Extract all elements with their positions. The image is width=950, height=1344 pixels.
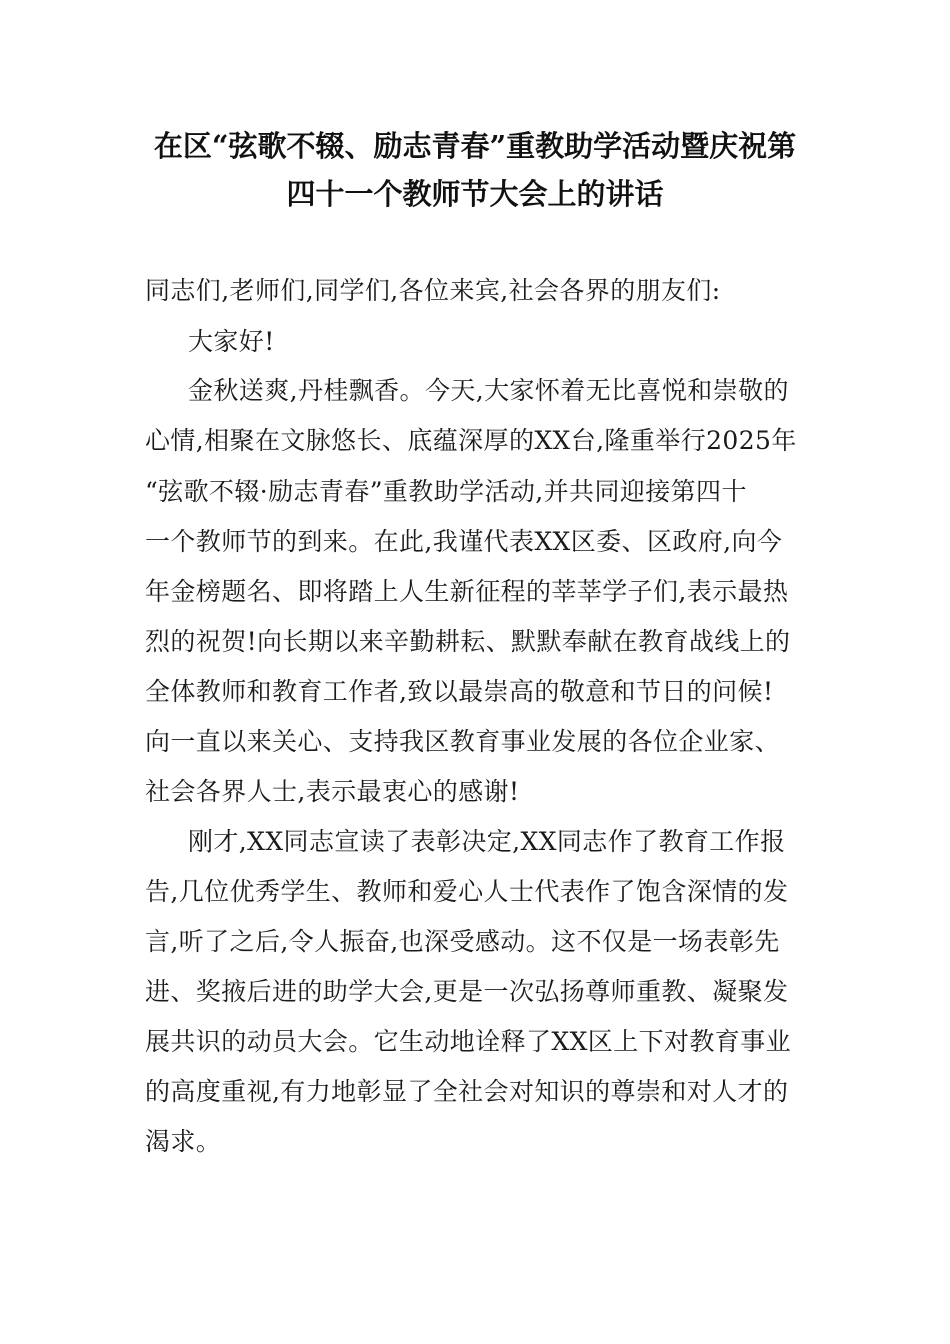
paragraph-1-line: 社会各界人士,表示最衷心的感谢! bbox=[145, 777, 520, 806]
paragraph-2-line: 进、奖掖后进的助学大会,更是一次弘扬尊师重教、凝聚发 bbox=[145, 977, 789, 1006]
paragraph-2-line: 告,几位优秀学生、教师和爱心人士代表作了饱含深情的发 bbox=[145, 877, 789, 906]
salutation: 同志们,老师们,同学们,各位来宾,社会各界的朋友们: bbox=[145, 276, 721, 305]
paragraph-1-line: 烈的祝贺!向长期以来辛勤耕耘、默默奉献在教育战线上的 bbox=[145, 627, 791, 656]
paragraph-1-line: 向一直以来关心、支持我区教育事业发展的各位企业家、 bbox=[145, 727, 781, 756]
paragraph-1-line: 全体教师和教育工作者,致以最崇高的敬意和节日的问候! bbox=[145, 677, 774, 706]
document-title-line-2: 四十一个教师节大会上的讲话 bbox=[286, 177, 664, 211]
paragraph-2-line: 的高度重视,有力地彰显了全社会对知识的尊崇和对人才的 bbox=[145, 1077, 789, 1106]
document-title-line-1: 在区“弦歌不辍、励志青春”重教助学活动暨庆祝第 bbox=[153, 129, 797, 163]
greeting: 大家好! bbox=[188, 327, 275, 356]
paragraph-2-line: 展共识的动员大会。它生动地诠释了XX区上下对教育事业 bbox=[145, 1027, 791, 1056]
paragraph-1-line: 金秋送爽,丹桂飘香。今天,大家怀着无比喜悦和崇敬的 bbox=[188, 376, 789, 405]
paragraph-2-line: 渴求。 bbox=[145, 1127, 222, 1156]
paragraph-1-line: “弦歌不辍·励志青春”重教助学活动,并共同迎接第四十 bbox=[145, 477, 747, 506]
paragraph-1-line: 年金榜题名、即将踏上人生新征程的莘莘学子们,表示最热 bbox=[145, 577, 789, 606]
paragraph-2-line: 言,听了之后,令人振奋,也深受感动。这不仅是一场表彰先 bbox=[145, 927, 780, 956]
paragraph-1-line: 一个教师节的到来。在此,我谨代表XX区委、区政府,向今 bbox=[145, 527, 783, 556]
paragraph-2-line: 刚才,XX同志宣读了表彰决定,XX同志作了教育工作报 bbox=[188, 827, 786, 856]
paragraph-1-line: 心情,相聚在文脉悠长、底蕴深厚的XX台,隆重举行2025年 bbox=[145, 426, 797, 455]
